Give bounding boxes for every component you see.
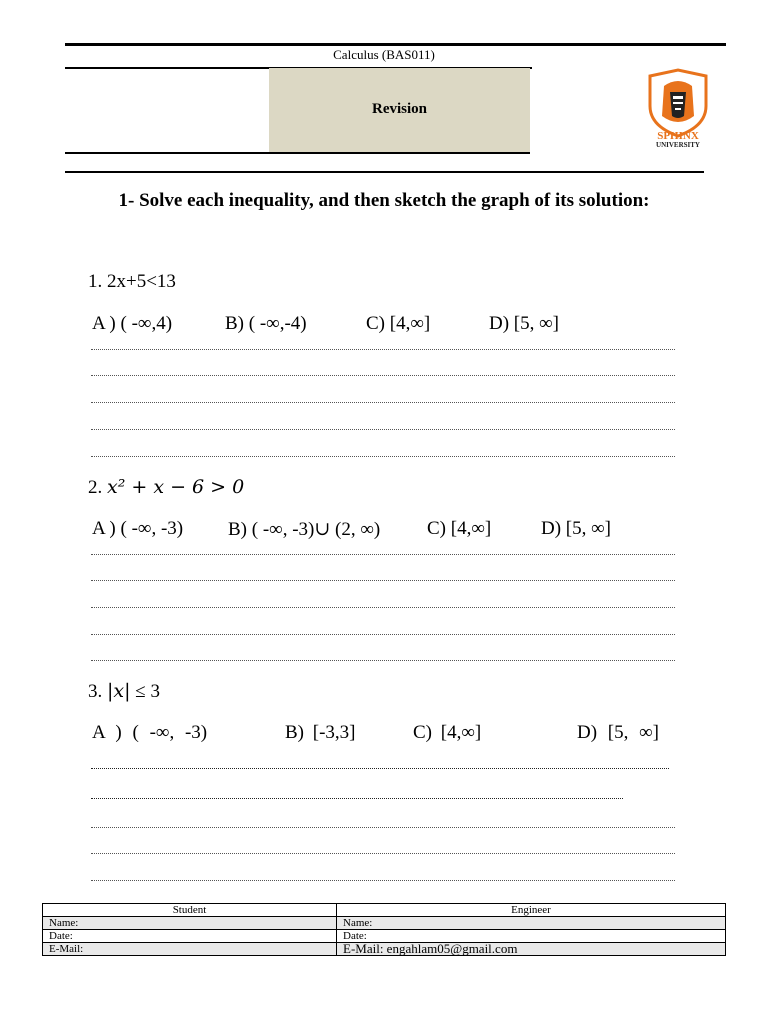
engineer-email-field[interactable]: E-Mail: engahlam05@gmail.com [337, 943, 726, 956]
page-title: Revision [371, 101, 427, 117]
top-rule [65, 43, 726, 46]
answer-line[interactable] [91, 853, 675, 854]
question-3-option-c: C) [4,∞] [413, 722, 482, 743]
question-3-bound: ≤ 3 [130, 681, 160, 702]
question-2-label [88, 476, 244, 499]
question-3-option-d: D) [5, ∞] [577, 722, 659, 743]
question-1-option-b: B) ( -∞,-4) [225, 313, 307, 334]
answer-line[interactable] [91, 634, 675, 635]
svg-text:UNIVERSITY: UNIVERSITY [656, 141, 700, 149]
student-header: Student [43, 904, 337, 917]
question-1-option-d: D) [5, ∞] [489, 313, 559, 334]
question-1-option-c: C) [4,∞] [366, 313, 431, 334]
student-date-field[interactable]: Date: [43, 930, 337, 943]
footer-info-table [42, 903, 726, 956]
answer-line[interactable] [91, 660, 675, 661]
question-3-expression: |x| [107, 680, 131, 702]
answer-line[interactable] [91, 554, 675, 555]
engineer-name-field[interactable]: Name: [337, 917, 726, 930]
header-rule-bottom [65, 152, 530, 154]
answer-line[interactable] [91, 349, 675, 350]
answer-line[interactable] [91, 827, 675, 828]
student-email-field[interactable]: E-Mail: [43, 943, 337, 956]
question-3-label [88, 680, 160, 703]
answer-line[interactable] [91, 429, 675, 430]
question-2-option-b: B) ( -∞, -3)∪ (2, ∞) [228, 519, 381, 540]
engineer-header: Engineer [337, 904, 726, 917]
header-rule-long [65, 171, 704, 173]
question-2-option-a: A ) ( -∞, -3) [92, 518, 184, 539]
question-3-number: 3. [88, 681, 107, 702]
answer-line[interactable] [91, 798, 623, 799]
answer-line[interactable] [91, 402, 675, 403]
question-3-option-a: A ) ( -∞, -3) [92, 722, 208, 743]
question-2-expression: x² + x − 6 > 0 [107, 476, 245, 498]
svg-text:SPHINX: SPHINX [657, 130, 699, 142]
sphinx-university-logo [640, 66, 716, 152]
student-name-field[interactable]: Name: [43, 917, 337, 930]
answer-line[interactable] [91, 580, 675, 581]
question-2-option-d: D) [5, ∞] [541, 518, 611, 539]
answer-line[interactable] [91, 456, 675, 457]
question-2-option-c: C) [4,∞] [427, 518, 492, 539]
question-2-number: 2. [88, 477, 107, 498]
question-3-option-b: B) [-3,3] [285, 722, 356, 743]
answer-line[interactable] [91, 375, 675, 376]
sphinx-shield-icon [640, 66, 716, 152]
answer-line[interactable] [91, 880, 675, 881]
engineer-date-field[interactable]: Date: [337, 930, 726, 943]
course-title: Calculus (BAS011) [333, 47, 435, 62]
answer-line[interactable] [91, 607, 675, 608]
question-1-option-a: A ) ( -∞,4) [92, 313, 173, 334]
section-heading: 1- Solve each inequality, and then sketch the graph of its solution: [118, 190, 650, 211]
question-1-label: 1. 2x+5<13 [88, 271, 176, 292]
answer-line[interactable] [91, 768, 669, 769]
